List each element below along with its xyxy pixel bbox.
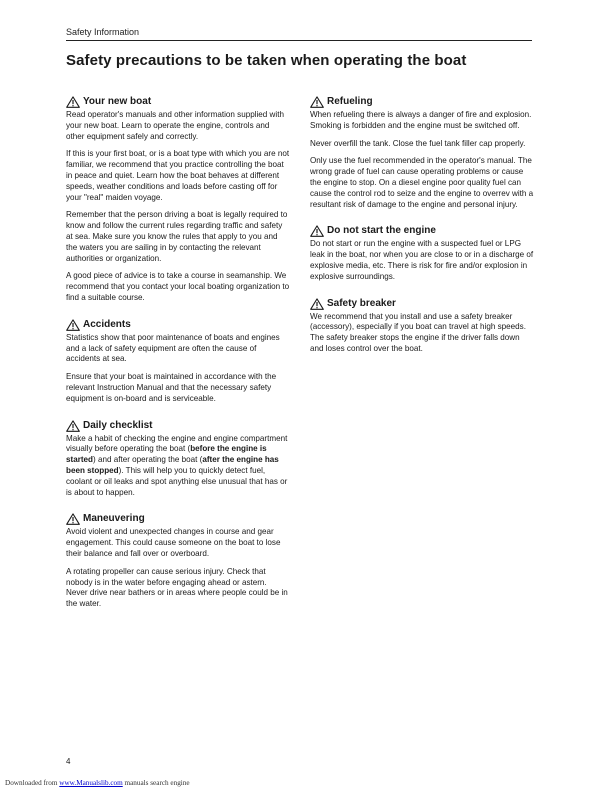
checklist-text: ). This will help you to quickly detect fuel, coolant or oil leaks and spot anything else unusual that has or is about to happen. — [66, 465, 288, 497]
left-column — [66, 96, 290, 625]
warning-triangle-icon — [66, 96, 80, 108]
section-paragraph: Statistics show that poor maintenance of boats and engines and a lack of safety equipment are often the cause of accidents at sea. — [66, 332, 280, 364]
section-heading — [66, 420, 290, 432]
header-section-label: Safety Information — [66, 27, 140, 37]
warning-triangle-icon — [310, 298, 324, 310]
section-heading-text: Refueling — [327, 96, 373, 107]
section-paragraph: Read operator's manuals and other information supplied with your new boat. Learn to operate the engine, controls and other equipment safely and correctly. — [66, 110, 284, 141]
checklist-text: Make a habit of checking the engine and engine compartment visually before operating the boat ( — [66, 433, 288, 454]
checklist-emphasis: before the engine is started — [66, 444, 267, 465]
section-accidents — [66, 319, 290, 405]
section-paragraph: Avoid violent and unexpected changes in course and gear engagement. This could cause someone on the boat to lose their balance and fall over or overboard. — [66, 527, 281, 558]
page-title: Safety precautions to be taken when operating the boat — [66, 52, 467, 69]
section-heading-text: Accidents — [83, 318, 131, 330]
section-paragraph: Never overfill the tank. Close the fuel tank filler cap properly. — [310, 138, 526, 148]
section-paragraph: We recommend that you install and use a safety breaker (accessory), especially if you boat can travel at high speeds. The safety breaker stops the engine if the driver falls down and loses control over the boat. — [310, 311, 526, 353]
warning-triangle-icon — [66, 319, 80, 331]
section-paragraph: A good piece of advice is to take a course in seamanship. We recommend that you contact your local boating organization to find a suitable course. — [66, 271, 290, 302]
section-heading — [310, 96, 534, 108]
footer-suffix: manuals search engine — [124, 779, 190, 787]
section-daily-checklist — [66, 420, 290, 499]
warning-triangle-icon — [66, 513, 80, 525]
warning-triangle-icon — [66, 420, 80, 432]
section-paragraph: Remember that the person driving a boat is legally required to know and follow the current rules regarding traffic and safety at sea. Make sure you know the rules that apply to you and the waters you are sailing in by contacting the relevant authorities or organization. — [66, 210, 288, 263]
section-paragraph: If this is your first boat, or is a boat type with which you are not familiar, we recommend that you practice controlling the boat in peace and quiet. Learn how the boat behaves at different speeds, weather conditions and loads before casting off for your "real" maiden voyage. — [66, 149, 290, 202]
section-paragraph: When refueling there is always a danger of fire and explosion. Smoking is forbidden and the engine must be switched off. — [310, 110, 532, 130]
section-paragraph: A rotating propeller can cause serious injury. Check that nobody is in the water before engaging ahead or astern. Never drive near bathers or in areas where people could be in the water. — [66, 566, 288, 609]
checklist-paragraph — [66, 434, 290, 499]
section-heading — [310, 225, 534, 237]
section-do-not-start-engine — [310, 225, 534, 282]
warning-triangle-icon — [310, 96, 324, 108]
section-heading — [310, 298, 534, 310]
section-paragraph: Ensure that your boat is maintained in accordance with the relevant Instruction Manual and that the necessary safety equipment is on-board and is serviceable. — [66, 372, 277, 403]
section-safety-breaker — [310, 298, 534, 355]
checklist-text: ) and after operating the boat ( — [93, 455, 203, 465]
section-heading-text: Safety breaker — [327, 297, 396, 309]
section-heading — [66, 319, 290, 331]
footer-prefix: Downloaded from — [5, 779, 58, 787]
checklist-emphasis: after the engine has been stopped — [66, 455, 279, 475]
section-heading-text: Maneuvering — [83, 513, 145, 525]
section-heading-text: Do not start the engine — [327, 225, 436, 237]
section-refueling — [310, 96, 534, 210]
warning-triangle-icon — [310, 225, 324, 237]
section-your-new-boat — [66, 96, 290, 304]
section-maneuvering — [66, 513, 290, 610]
header-divider — [66, 40, 532, 41]
manualslib-link[interactable]: www.Manualslib.com — [59, 779, 123, 787]
download-footer — [5, 779, 190, 787]
right-column — [310, 96, 534, 370]
page-number: 4 — [66, 757, 71, 766]
section-heading-text: Your new boat — [83, 96, 152, 107]
section-heading-text: Daily checklist — [83, 419, 153, 431]
section-heading — [66, 96, 290, 108]
section-heading — [66, 513, 290, 525]
section-paragraph: Only use the fuel recommended in the operator's manual. The wrong grade of fuel can cause operating problems or cause the engine to stop. On a diesel engine poor quality fuel can cause the control rod to seize and the engine to overrev with a resultant risk of damage to the engine and personal injury. — [310, 156, 534, 209]
section-paragraph: Do not start or run the engine with a suspected fuel or LPG leak in the boat, nor when you are close to or in a discharge of explosive media, etc. There is risk for fire and/or explosion in explosive surroundings. — [310, 239, 534, 281]
